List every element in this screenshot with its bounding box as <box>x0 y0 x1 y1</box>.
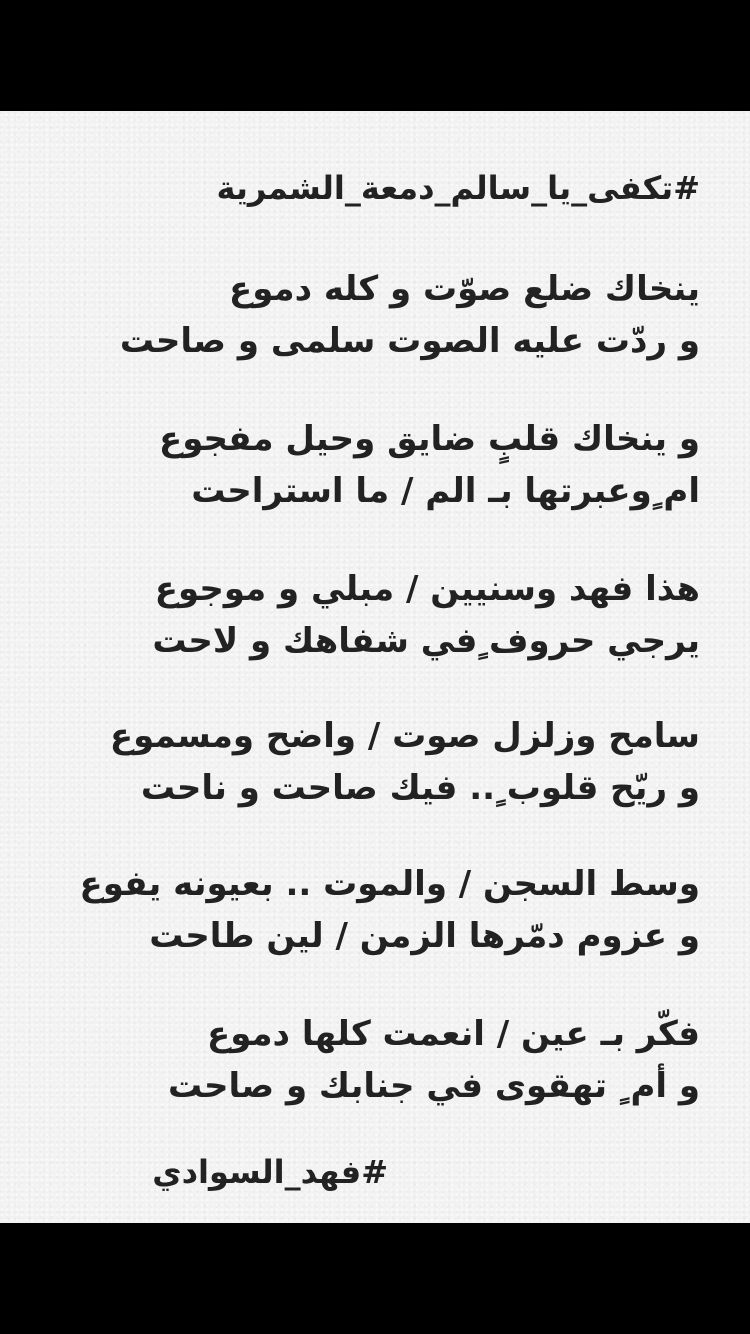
verse-line: فكّر بـ عين / انعمت كلها دموع <box>206 1014 700 1054</box>
verse-line: و ينخاك قلبٍ ضايق وحيل مفجوع <box>159 419 700 459</box>
top-black-bar <box>0 0 750 111</box>
footer-hashtag: #فهد_السوادي <box>152 1153 388 1191</box>
verse-line: و ريّح قلوب ٍ.. فيك صاحت و ناحت <box>140 768 700 808</box>
header-hashtag: #تكفى_يا_سالم_دمعة_الشمرية <box>216 169 700 207</box>
stanza-2 <box>159 413 700 517</box>
verse-line: هذا فهد وسنيين / مبلي و موجوع <box>154 569 700 609</box>
verse-line: و ردّت عليه الصوت سلمى و صاحت <box>119 321 700 361</box>
stanza-1 <box>120 263 700 367</box>
stanza-4 <box>110 710 700 814</box>
verse-line: ام ٍوعبرتها بـ الم / ما استراحت <box>191 471 700 511</box>
verse-line: و أم ٍ تهقوى في جنابك و صاحت <box>168 1066 700 1106</box>
stanza-5 <box>79 858 700 962</box>
verse-line: و عزوم دمّرها الزمن / لين طاحت <box>149 916 700 956</box>
stanza-3 <box>152 563 700 667</box>
verse-line: ينخاك ضلع صوّت و كله دموع <box>228 269 700 309</box>
verse-line: يرجي حروف ٍفي شفاهك و لاحت <box>152 621 700 661</box>
stanza-6 <box>168 1008 700 1112</box>
verse-line: سامح وزلزل صوت / واضح ومسموع <box>109 716 700 756</box>
bottom-black-bar <box>0 1223 750 1334</box>
verse-line: وسط السجن / والموت .. بعيونه يفوع <box>79 864 700 904</box>
